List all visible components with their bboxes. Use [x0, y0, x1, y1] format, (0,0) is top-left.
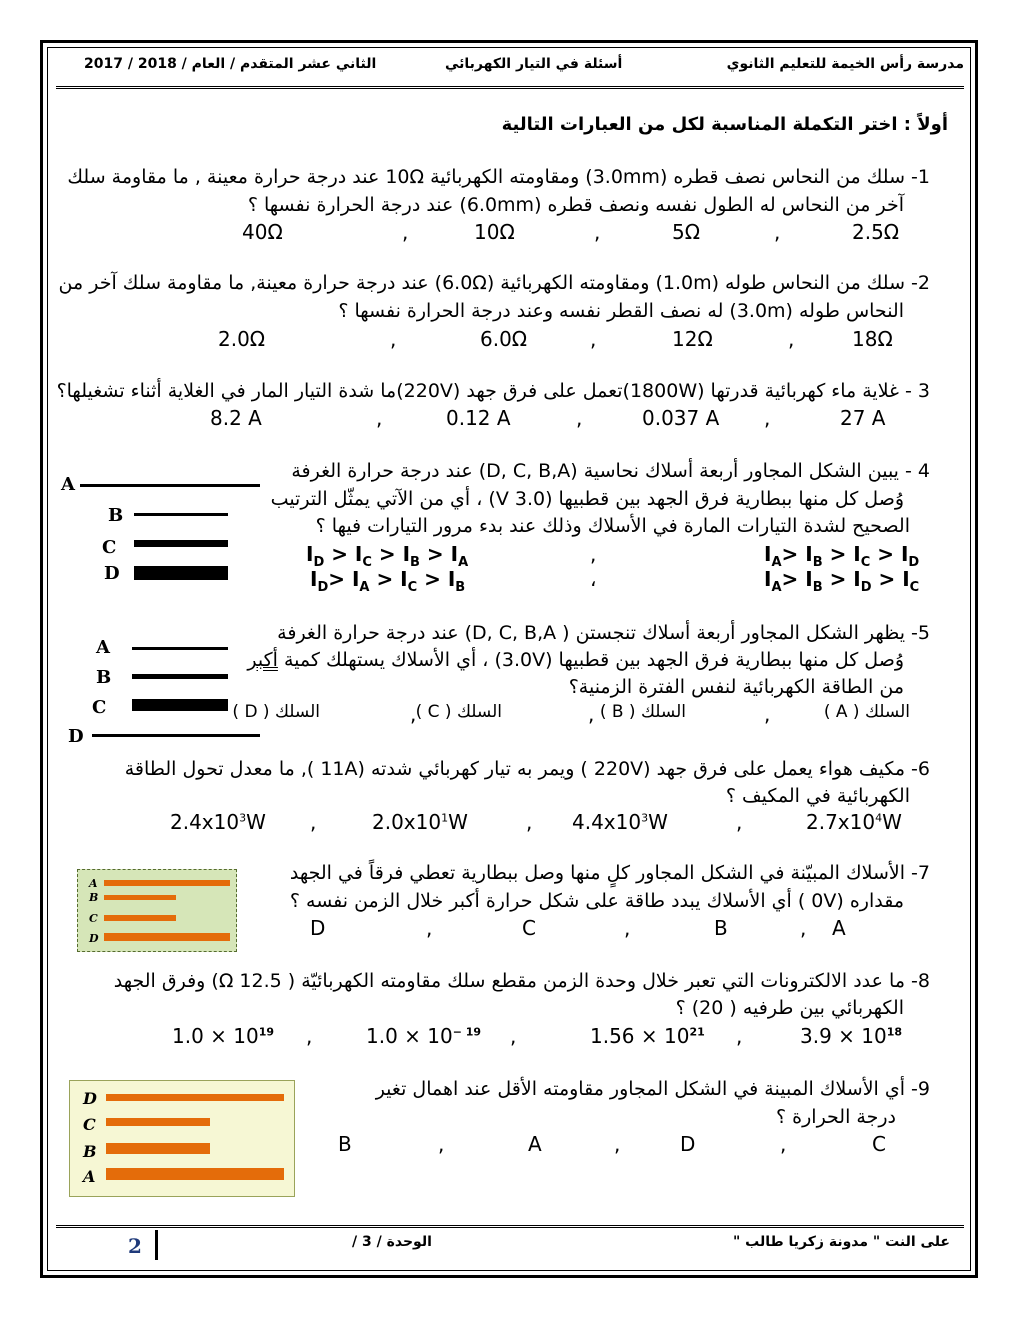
wire-label-c: C	[92, 697, 107, 718]
q5-option-1[interactable]: السلك ( A )	[823, 702, 910, 722]
q5-line2	[247, 649, 904, 671]
wire-label-c: C	[89, 912, 98, 925]
q2-option-3[interactable]: 6.0Ω	[480, 327, 528, 351]
wire-c	[132, 699, 228, 711]
q7-line1: 7- الأسلاك المبيّنة في الشكل المجاور كلٍ منها وصل ببطارية تعطي فرقاً في الجهد	[289, 862, 930, 884]
q4-line1: 4 - يبين الشكل المجاور أربعة أسلاك نحاسية (D, C, B,A) عند درجة حرارة الغرفة	[291, 460, 930, 482]
wire-a	[132, 647, 228, 650]
wire-label-a: A	[96, 637, 110, 658]
q3-option-4[interactable]: 8.2 A	[210, 406, 262, 430]
q9-option-1[interactable]: C	[872, 1132, 886, 1156]
wire-label-b: B	[108, 505, 124, 526]
q1-line1: 1- سلك من النحاس نصف قطره (3.0mm) ومقاومته الكهربائية 10Ω عند درجة حرارة معينة , ما مقاومة سلك	[67, 166, 930, 188]
wire-label-b: B	[83, 1142, 97, 1161]
q7-line2: مقداره (0V ) أي الأسلاك يبدد طاقة على شكل حرارة أكبر خلال الزمن نفسه ؟	[289, 890, 904, 912]
wire-b	[132, 674, 228, 679]
q7-wire-figure	[77, 869, 237, 952]
q5-option-2[interactable]: السلك ( B )	[599, 702, 686, 722]
footer-unit: الوحدة / 3 /	[352, 1234, 432, 1250]
grade-year: الثاني عشر المتقدم / العام / 2018 / 2017	[84, 56, 377, 72]
q6-option-2[interactable]: $4.4x10^3W$	[572, 810, 668, 834]
q5-emphasis: أكبر	[247, 649, 278, 671]
wire-label-d: D	[68, 726, 84, 747]
q1-option-1[interactable]: 2.5Ω	[852, 220, 900, 244]
q5-line1: 5- يظهر الشكل المجاور أربعة أسلاك تنجستن ( D, C, B,A) عند درجة حرارة الغرفة	[277, 622, 930, 644]
q3-option-1[interactable]: 27 A	[840, 406, 886, 430]
q4-option-2[interactable]: $I_D > I_C > I_B > I_A$	[306, 542, 469, 570]
wire-label-a: A	[61, 474, 75, 495]
q2-line1: 2- سلك من النحاس طوله (1.0m) ومقاومته الكهربائية (6.0Ω) عند درجة حرارة معينة, ما مقاومة سلك آخر من	[58, 272, 930, 294]
wire-c	[104, 915, 176, 921]
q6-line2: الكهربائية في المكيف ؟	[725, 785, 910, 807]
q9-option-3[interactable]: A	[528, 1132, 542, 1156]
q3-option-3[interactable]: 0.12 A	[446, 406, 511, 430]
wire-label-a: A	[83, 1167, 96, 1186]
wire-a	[104, 880, 230, 886]
q4-line2: وُصل كل منها ببطارية فرق الجهد بين قطبيها (3.0 V) ، أي من الآتي يمثّل الترتيب	[270, 488, 904, 510]
q8-option-2[interactable]: $1.56 \times 10^{21}$	[590, 1024, 705, 1048]
q8-option-4[interactable]: $1.0 \times 10^{19}$	[172, 1024, 275, 1048]
q5-option-3[interactable]: السلك ( C )	[415, 702, 502, 722]
q6-option-3[interactable]: $2.0x10^1W$	[372, 810, 468, 834]
q1-line2: آخر من النحاس له الطول نفسه ونصف قطره (6.0mm) عند درجة الحرارة نفسها ؟	[247, 194, 904, 216]
q8-option-3[interactable]: $1.0 \times 10^{- 19}$	[366, 1024, 482, 1048]
header-divider	[56, 86, 964, 89]
page-number: 2	[128, 1234, 142, 1258]
q4-option-4[interactable]: $I_D> I_A > I_C > I_B$	[310, 567, 466, 595]
wire-b	[134, 513, 228, 516]
wire-label-d: D	[83, 1089, 97, 1108]
q7-option-4[interactable]: D	[310, 916, 326, 940]
subject-title: أسئلة في التيار الكهربائي	[445, 56, 623, 72]
q4-line3: الصحيح لشدة التيارات المارة في الأسلاك وذلك عند بدء مرور التيارات فيها ؟	[315, 515, 910, 537]
q2-option-2[interactable]: 12Ω	[672, 327, 713, 351]
wire-c	[134, 540, 228, 547]
wire-label-d: D	[104, 563, 120, 584]
q3-option-2[interactable]: 0.037 A	[642, 406, 720, 430]
wire-b	[106, 1143, 210, 1154]
q5-line3: من الطاقة الكهربائية لنفس الفترة الزمنية؟	[568, 676, 904, 698]
q9-wire-figure	[69, 1080, 295, 1197]
q6-line1: 6- مكيف هواء يعمل على فرق جهد (220V ) ويمر به تيار كهربائي شدته (11A ), ما معدل تحول الطاقة	[124, 758, 930, 780]
q1-option-4[interactable]: 40Ω	[242, 220, 283, 244]
wire-d	[92, 734, 260, 737]
q2-option-4[interactable]: 2.0Ω	[218, 327, 266, 351]
q8-line2: الكهربائي بين طرفيه ( 20) ؟	[675, 997, 904, 1019]
wire-b	[104, 895, 176, 900]
q9-line2: درجة الحرارة ؟	[776, 1106, 896, 1128]
wire-d	[106, 1094, 284, 1101]
page-number-bar	[155, 1230, 158, 1260]
footer-divider	[56, 1225, 964, 1228]
wire-c	[106, 1118, 210, 1126]
q4-option-1[interactable]: $I_A> I_B > I_C > I_D$	[764, 542, 920, 570]
q5-option-4[interactable]: السلك ( D )	[232, 702, 320, 722]
wire-label-d: D	[89, 932, 99, 945]
q2-line2: النحاس طوله (3.0m) له نصف القطر نفسه وعند درجة الحرارة نفسها ؟	[338, 300, 904, 322]
q9-option-2[interactable]: D	[680, 1132, 696, 1156]
section-title: أولاً : اختر التكملة المناسبة لكل من العبارات التالية	[501, 114, 948, 135]
q8-option-1[interactable]: $3.9 \times 10^{18}$	[800, 1024, 903, 1048]
footer-source: على النت " مدونة زكريا طالب "	[732, 1234, 950, 1250]
q7-option-3[interactable]: C	[522, 916, 536, 940]
wire-label-b: B	[89, 891, 99, 904]
q9-option-4[interactable]: B	[338, 1132, 352, 1156]
wire-label-a: A	[89, 877, 98, 890]
q5-line2-text: وُصل كل منها ببطارية فرق الجهد بين قطبيها (3.0V) ، أي الأسلاك يستهلك كمية	[277, 649, 904, 671]
q4-option-3[interactable]: $I_A> I_B > I_D > I_C$	[764, 567, 920, 595]
wire-a	[80, 484, 260, 487]
q3-line1: 3 - غلاية ماء كهربائية قدرتها (1800W)تعمل على فرق جهد (220V)ما شدة التيار المار في الغلاية أثناء تشغيلها؟	[56, 380, 930, 402]
wire-label-c: C	[102, 537, 117, 558]
wire-a	[106, 1168, 284, 1180]
wire-label-b: B	[96, 667, 112, 688]
q6-option-4[interactable]: $2.4x10^3W$	[170, 810, 266, 834]
q1-option-3[interactable]: 10Ω	[474, 220, 515, 244]
q7-option-1[interactable]: A	[832, 916, 846, 940]
q1-option-2[interactable]: 5Ω	[672, 220, 701, 244]
wire-d	[134, 566, 228, 580]
page-header	[60, 52, 964, 82]
q6-option-1[interactable]: $2.7x10^4W$	[806, 810, 902, 834]
q8-line1: 8- ما عدد الالكترونات التي تعبر خلال وحدة الزمن مقطع سلك مقاومته الكهربائيّة ( 12.5 Ω) وفرق الجهد	[113, 970, 930, 992]
q2-option-1[interactable]: 18Ω	[852, 327, 893, 351]
wire-d	[104, 933, 230, 941]
school-name: مدرسة رأس الخيمة للتعليم الثانوي	[726, 56, 964, 72]
q7-option-2[interactable]: B	[714, 916, 728, 940]
q9-line1: 9- أي الأسلاك المبينة في الشكل المجاور مقاومته الأقل عند اهمال تغير	[375, 1078, 930, 1100]
wire-label-c: C	[83, 1115, 96, 1134]
